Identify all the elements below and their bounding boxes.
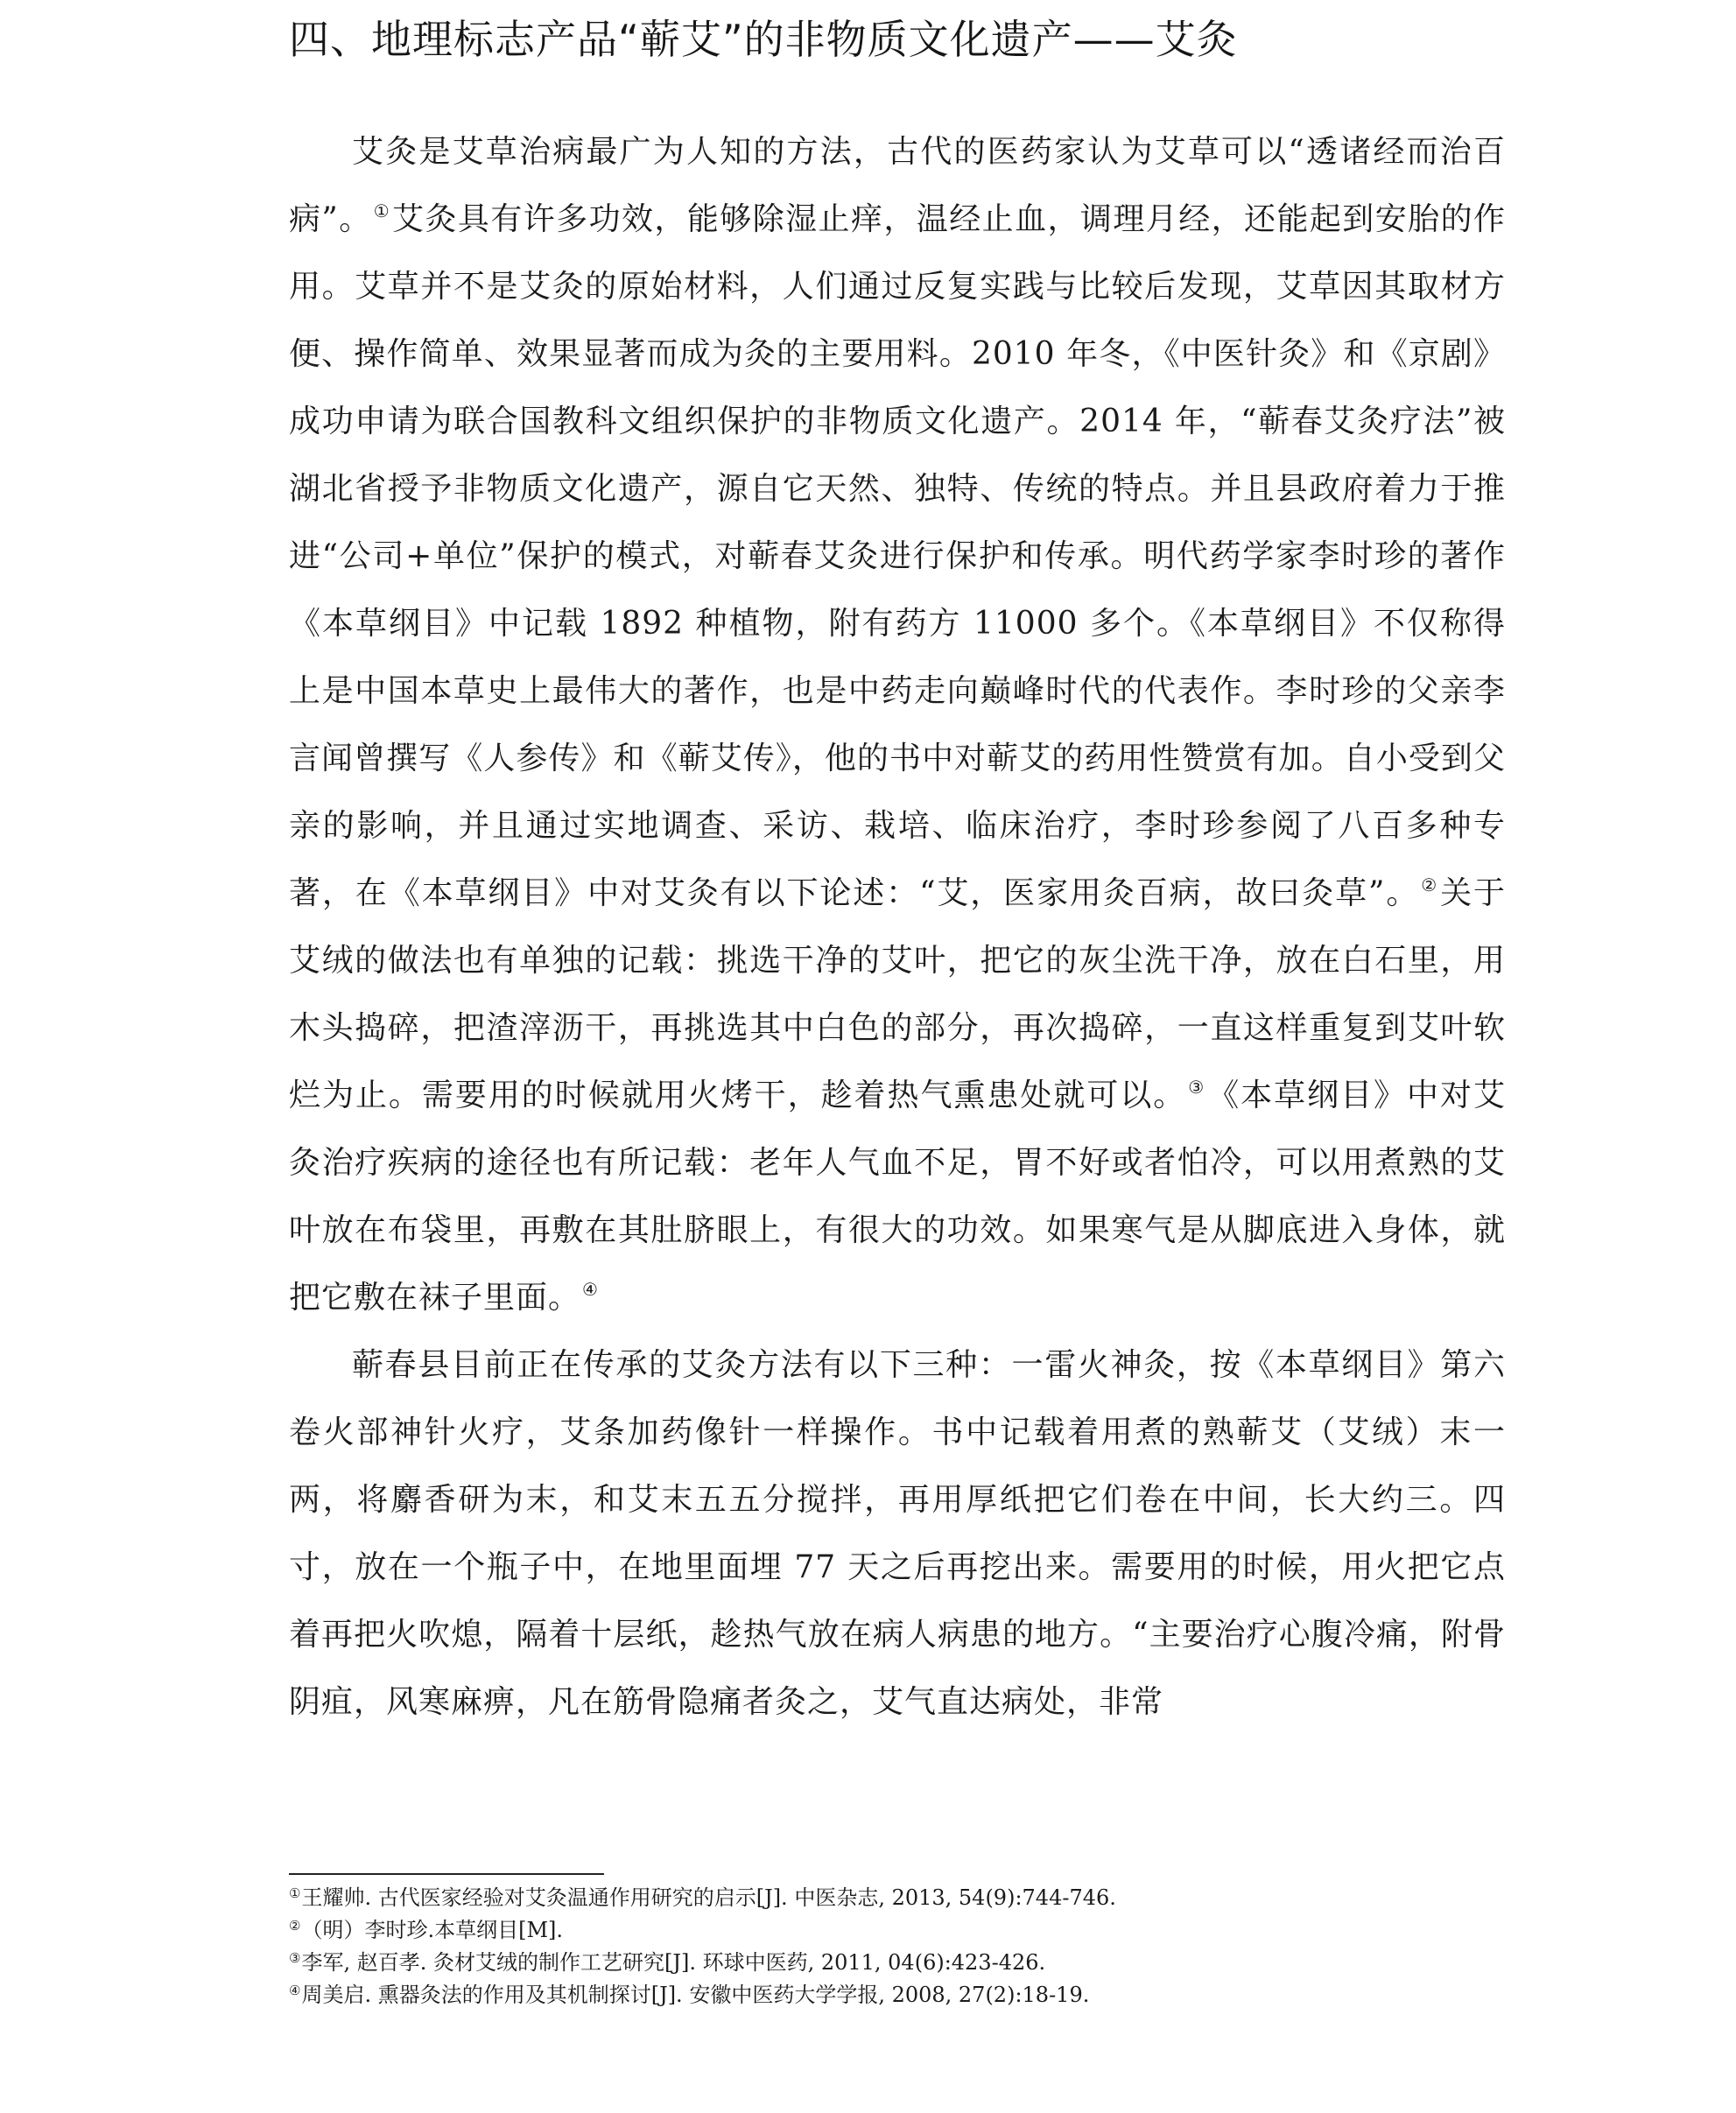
footnote-2-text: （明）李时珍.本草纲目[M]. xyxy=(301,1918,564,1942)
footnote-3-mark: ③ xyxy=(289,1950,301,1966)
footnotes-list xyxy=(289,1882,1506,2011)
footnote-ref-2: ② xyxy=(1421,874,1439,895)
footnote-ref-3: ③ xyxy=(1188,1077,1206,1098)
paragraph-1-segment-2: 艾灸具有许多功效，能够除湿止痒，温经止血，调理月经，还能起到安胎的作用。艾草并不是艾灸的原始材料，人们通过反复实践与比较后发现，艾草因其取材方便、操作简单、效果显著而成为灸的主要用料。2010 年冬，《中医针灸》和《京剧》成功申请为联合国教科文组织保护的非物质文化遗产。2014 年，“蕲春艾灸疗法”被湖北省授予非物质文化遗产，源自它天然、独特、传统的特点。并且县政府着力于推进“公司+单位”保护的模式，对蕲春艾灸进行保护和传承。明代药学家李时珍的著作《本草纲目》中记载 1892 种植物，附有药方 11000 多个。《本草纲目》不仅称得上是中国本草史上最伟大的著作，也是中药走向巅峰时代的代表作。李时珍的父亲李言闻曾撰写《人参传》和《蕲艾传》，他的书中对蕲艾的药用性赞赏有加。自小受到父亲的影响，并且通过实地调查、采访、栽培、临床治疗，李时珍参阅了八百多种专著，在《本草纲目》中对艾灸有以下论述：“艾，医家用灸百病，故曰灸草”。 xyxy=(289,201,1506,911)
footnote-4 xyxy=(289,1979,1506,2011)
paragraph-1-segment-4: 《本草纲目》中对艾灸治疗疾病的途径也有所记载：老年人气血不足，胃不好或者怕冷，可以用煮熟的艾叶放在布袋里，再敷在其肚脐眼上，有很大的功效。如果寒气是从脚底进入身体，就把它敷在袜子里面。 xyxy=(289,1078,1506,1316)
section-heading: 四、地理标志产品“蕲艾”的非物质文化遗产——艾灸 xyxy=(289,16,1238,63)
footnote-1-text: 王耀帅. 古代医家经验对艾灸温通作用研究的启示[J]. 中医杂志, 2013, 54(9):744-746. xyxy=(301,1885,1116,1910)
paragraph-1-segment-1: 艾灸是艾草治病最广为人知的方法，古代的医药家认为艾草可以“透诸经而治百病”。 xyxy=(289,134,1506,237)
footnote-3 xyxy=(289,1947,1506,1979)
footnote-ref-1: ① xyxy=(373,200,391,221)
footnote-4-mark: ④ xyxy=(289,1983,301,1998)
body-text xyxy=(289,118,1506,1736)
paragraph-2: 蕲春县目前正在传承的艾灸方法有以下三种：一雷火神灸，按《本草纲目》第六卷火部神针火疗，艾条加药像针一样操作。书中记载着用煮的熟蕲艾（艾绒）末一两，将麝香研为末，和艾末五五分搅拌，再用厚纸把它们卷在中间，长大约三。四寸，放在一个瓶子中，在地里面埋 77 天之后再挖出来。需要用的时候，用火把它点着再把火吹熄，隔着十层纸，趁热气放在病人病患的地方。“主要治疗心腹冷痛，附骨阴疽，风寒麻痹，凡在筋骨隐痛者灸之，艾气直达病处，非常 xyxy=(289,1347,1506,1720)
footnote-3-text: 李军, 赵百孝. 灸材艾绒的制作工艺研究[J]. 环球中医药, 2011, 04(6):423-426. xyxy=(301,1950,1046,1975)
footnote-ref-4: ④ xyxy=(582,1279,599,1300)
footnote-2-mark: ② xyxy=(289,1918,301,1934)
footnote-1-mark: ① xyxy=(289,1885,301,1901)
footnote-2 xyxy=(289,1914,1506,1947)
footnote-4-text: 周美启. 熏器灸法的作用及其机制探讨[J]. 安徽中医药大学学报, 2008, 27(2):18-19. xyxy=(301,1983,1090,2007)
paragraph-1 xyxy=(289,118,1506,1331)
paragraph-1-segment-3: 关于艾绒的做法也有单独的记载：挑选干净的艾叶，把它的灰尘洗干净，放在白石里，用木头捣碎，把渣滓沥干，再挑选其中白色的部分，再次捣碎，一直这样重复到艾叶软烂为止。需要用的时候就用火烤干，趁着热气熏患处就可以。 xyxy=(289,875,1506,1113)
footnote-1 xyxy=(289,1882,1506,1914)
footnote-divider xyxy=(289,1873,604,1875)
